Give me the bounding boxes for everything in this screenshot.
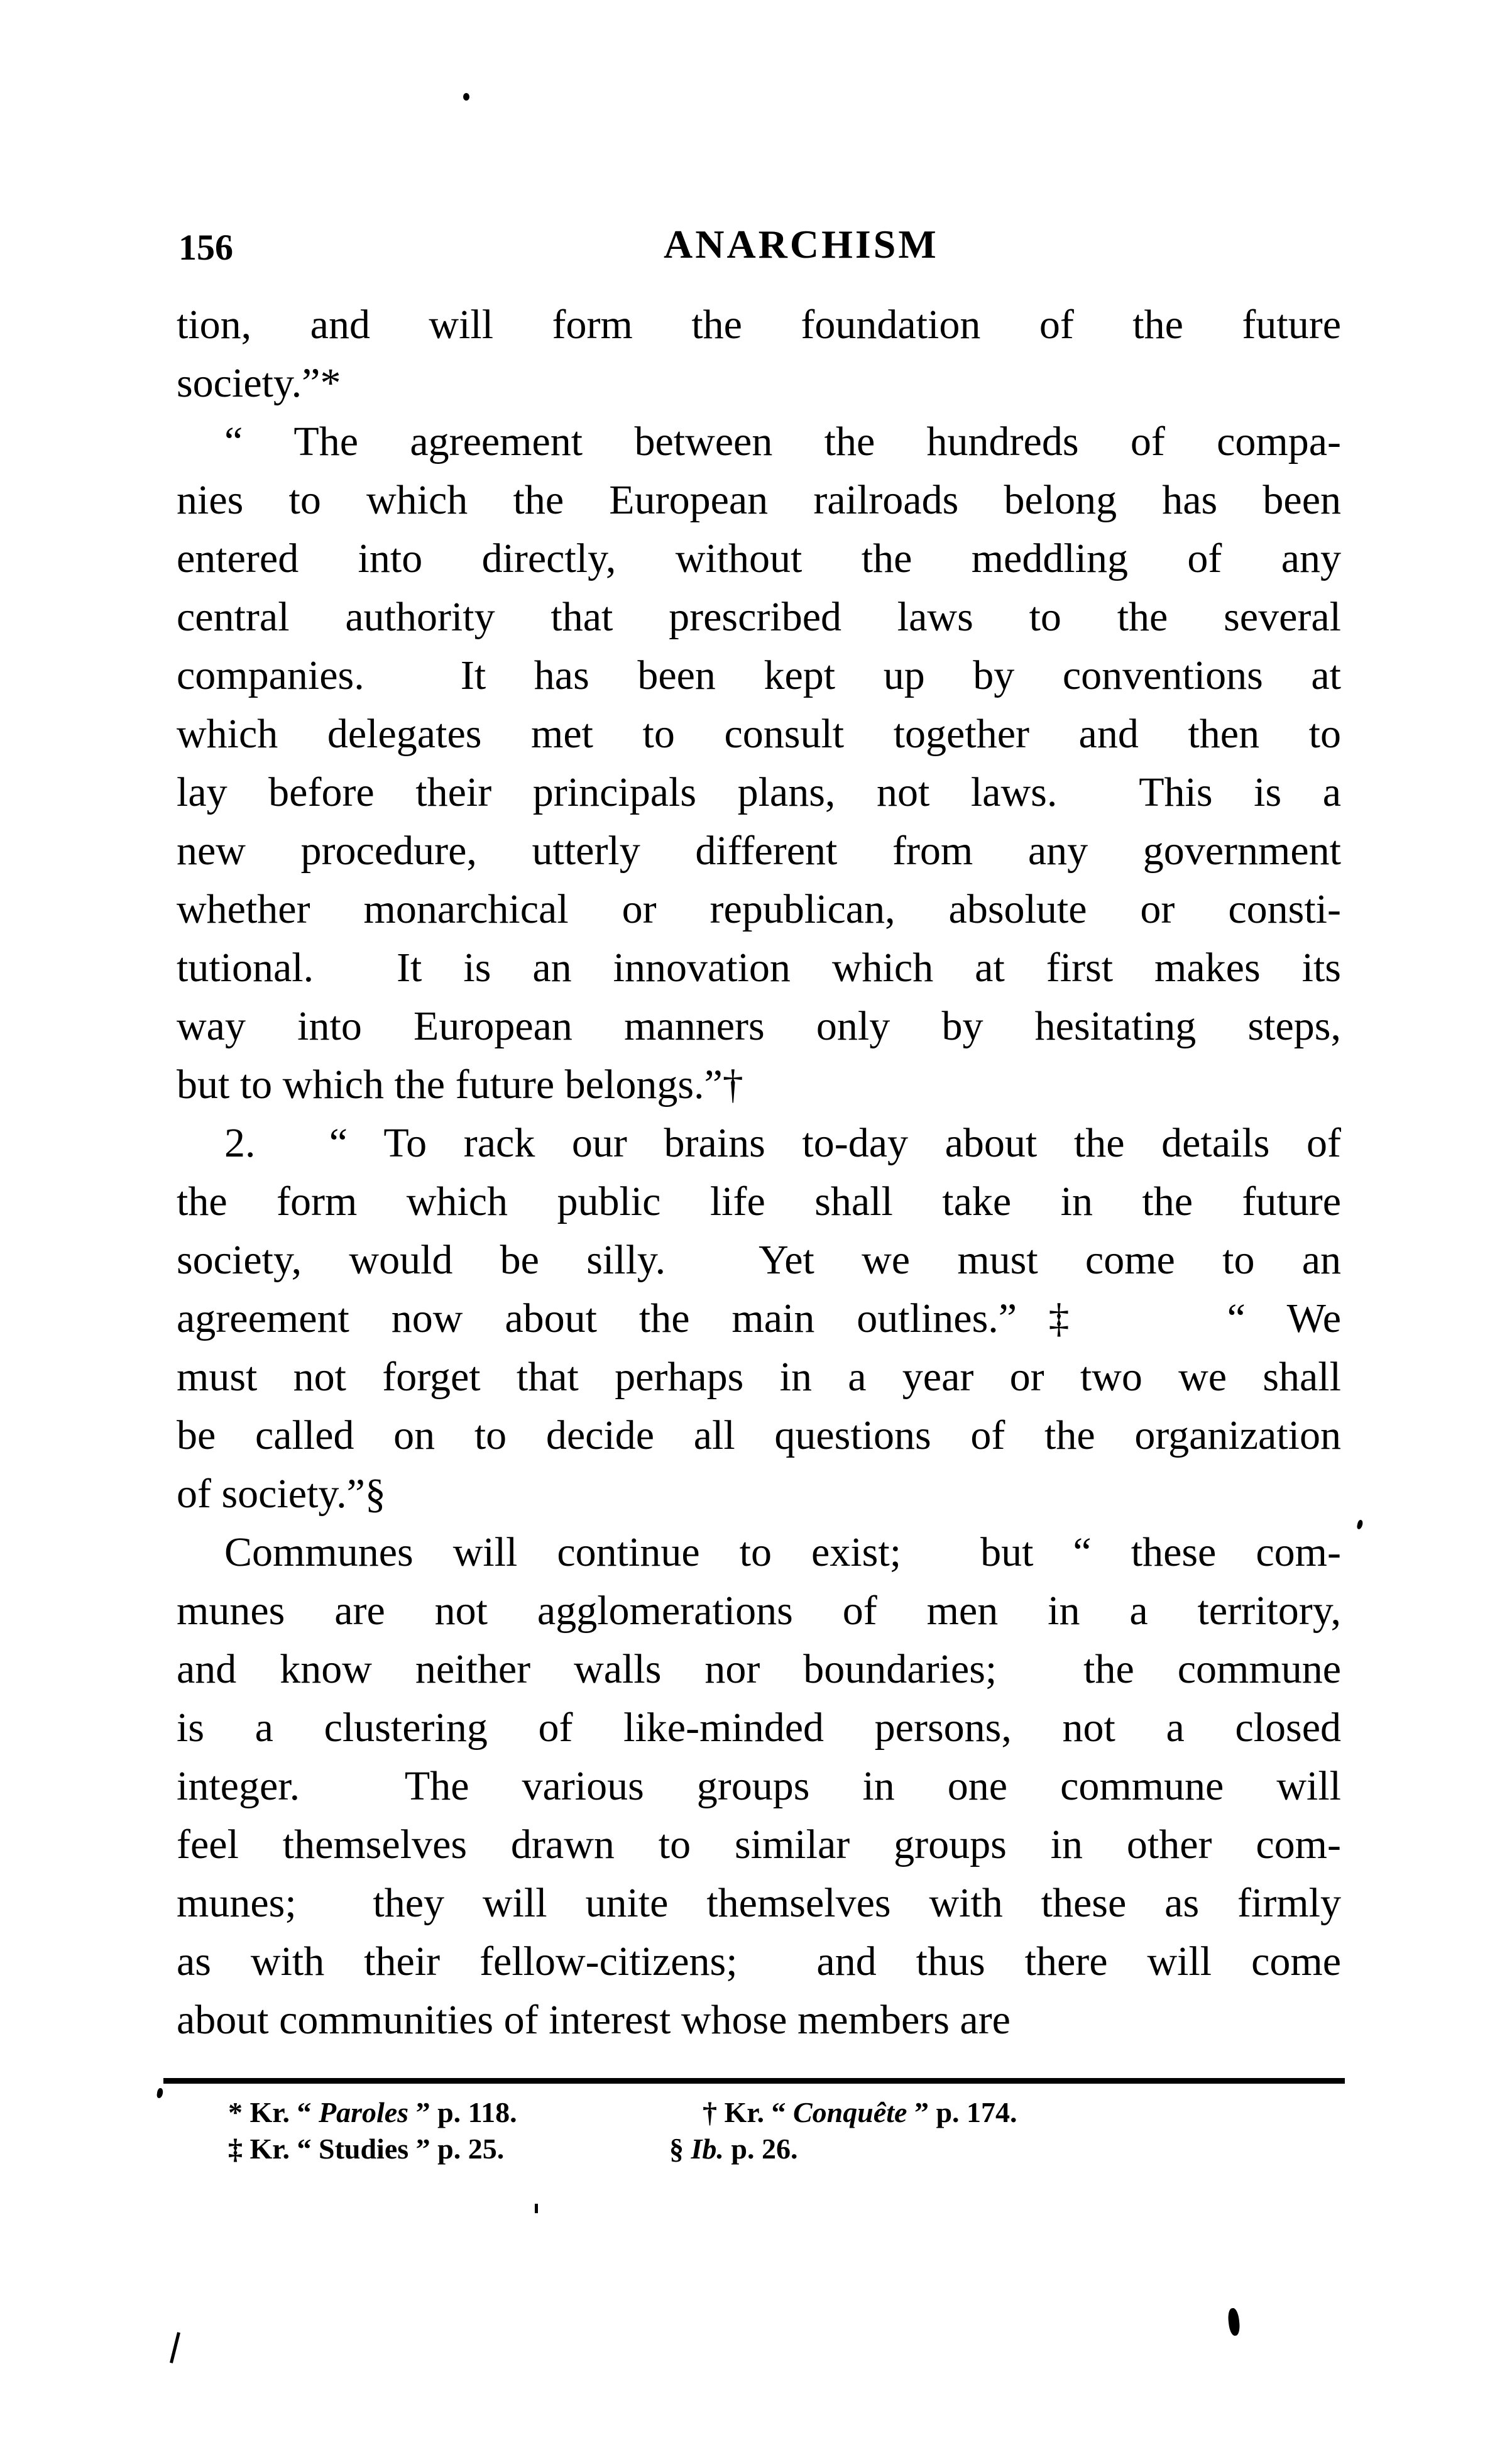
footnote-text: † Kr. “: [703, 2096, 793, 2128]
footnote-work-title: Conquête: [792, 2096, 907, 2128]
body-line: companies. It has been kept up by conventions at: [177, 652, 1341, 698]
footnote-row: [228, 2094, 1347, 2131]
footnote-text: * Kr. “: [228, 2096, 319, 2128]
scan-speck: [1357, 1519, 1364, 1529]
footnote-divider: [163, 2078, 1345, 2084]
body-line: feel themselves drawn to similar groups in other com-: [177, 1822, 1341, 1867]
body-line: agreement now about the main outlines.”‡ “ We: [177, 1295, 1341, 1341]
body-line: society.”*: [177, 360, 341, 406]
footnote-text: ‡ Kr. “: [228, 2133, 319, 2165]
body-line: must not forget that perhaps in a year or two we shall: [177, 1354, 1341, 1400]
footnotes: [228, 2094, 1347, 2167]
body-line: which delegates met to consult together and then to: [177, 711, 1341, 757]
body-line: as with their fellow-citizens; and thus there will come: [177, 1938, 1341, 1984]
body-line: of society.”§: [177, 1471, 386, 1517]
footnote-conquete: [703, 2094, 1017, 2131]
scan-speck: [156, 2087, 163, 2098]
footnote-text: ” p. 25.: [408, 2133, 505, 2165]
body-line: munes are not agglomerations of men in a territory,: [177, 1588, 1341, 1634]
body-line: the form which public life shall take in the future: [177, 1179, 1341, 1224]
footnote-work-title: Studies: [318, 2133, 409, 2165]
scan-speck: [535, 2204, 538, 2213]
body-line: 2. “ To rack our brains to-day about the details of: [224, 1120, 1341, 1166]
body-text: [177, 295, 1341, 2049]
page-header-title: ANARCHISM: [664, 222, 939, 267]
body-line: Communes will continue to exist; but “ these com-: [224, 1529, 1341, 1575]
footnote-paroles: [228, 2094, 703, 2131]
footnote-text: p. 26.: [723, 2133, 798, 2165]
body-line: about communities of interest whose members are: [177, 1997, 1011, 2043]
body-line: tion, and will form the foundation of the future: [177, 302, 1341, 348]
footnote-ibid: [669, 2131, 798, 2167]
footnote-text: §: [669, 2133, 691, 2165]
footnote-studies: [228, 2131, 669, 2167]
body-line: lay before their principals plans, not laws. This is a: [177, 769, 1341, 815]
body-line: but to which the future belongs.”†: [177, 1062, 743, 1108]
footnote-work-title: Ib.: [691, 2133, 724, 2165]
scan-speck: [170, 2332, 180, 2363]
body-line: whether monarchical or republican, absolute or consti-: [177, 886, 1341, 932]
body-line: integer. The various groups in one commune will: [177, 1763, 1341, 1809]
footnote-text: ” p. 118.: [408, 2096, 517, 2128]
body-line: entered into directly, without the meddling of any: [177, 536, 1341, 581]
body-line: central authority that prescribed laws to the several: [177, 594, 1341, 640]
body-line: munes; they will unite themselves with these as firmly: [177, 1880, 1341, 1926]
body-line: and know neither walls nor boundaries; the commune: [177, 1646, 1341, 1692]
body-line: be called on to decide all questions of the organization: [177, 1412, 1341, 1458]
scan-speck: [463, 93, 469, 101]
body-line: society, would be silly. Yet we must come to an: [177, 1237, 1341, 1283]
page-number: 156: [178, 227, 233, 268]
scan-speck: [1227, 2307, 1241, 2336]
body-line: way into European manners only by hesitating steps,: [177, 1003, 1341, 1049]
footnote-text: ” p. 174.: [907, 2096, 1017, 2128]
body-line: nies to which the European railroads belong has been: [177, 477, 1341, 523]
body-line: “ The agreement between the hundreds of compa-: [224, 419, 1341, 465]
footnote-work-title: Paroles: [318, 2096, 409, 2128]
body-line: new procedure, utterly different from any government: [177, 828, 1341, 874]
footnote-row: [228, 2131, 1347, 2167]
body-line: tutional. It is an innovation which at first makes its: [177, 945, 1341, 991]
body-line: is a clustering of like-minded persons, not a closed: [177, 1705, 1341, 1751]
